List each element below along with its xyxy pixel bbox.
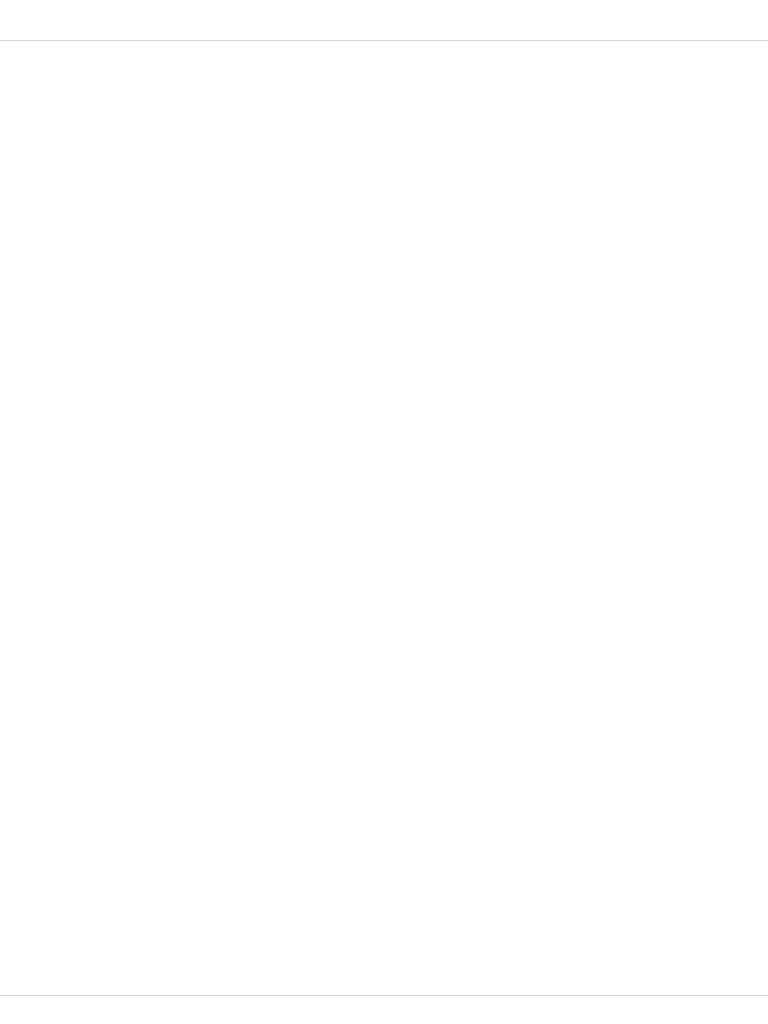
title-bar: [0, 0, 768, 41]
content-area: [0, 41, 768, 995]
status-line: [0, 995, 768, 1024]
